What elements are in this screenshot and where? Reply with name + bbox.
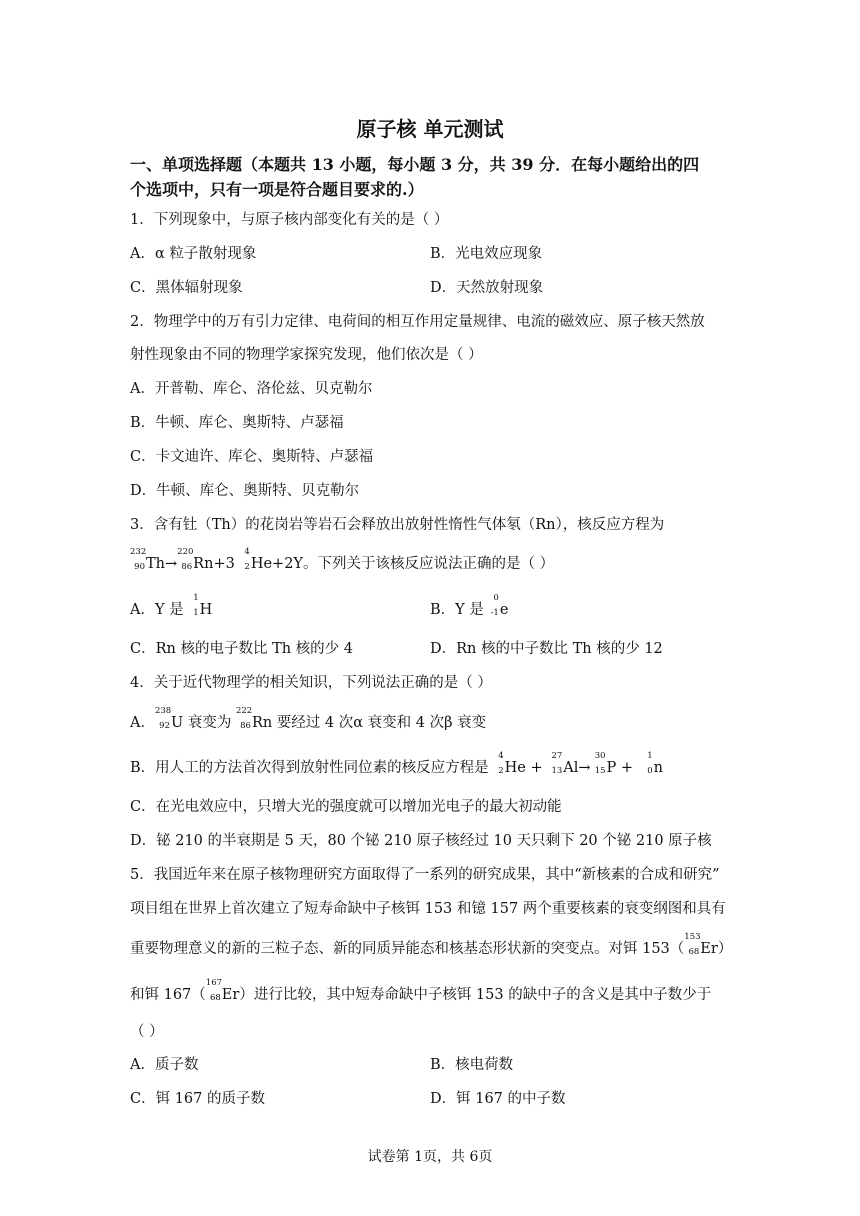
section-heading-line1: 一、单项选择题（本题共 13 小题，每小题 3 分，共 39 分．在每小题给出的四 — [130, 155, 700, 174]
q2-option-a: A．开普勒、库仑、洛伦兹、贝克勒尔 — [130, 381, 373, 397]
nuclide-electron: 0 -1 e — [490, 593, 509, 618]
q3-equation: 232 90 Th→ 220 86 Rn+3 4 2 He+2Y。下列关于该核反应说法正确的是（ ） — [130, 547, 555, 572]
q2-option-c: C．卡文迪许、库仑、奥斯特、卢瑟福 — [130, 449, 374, 465]
q1-option-c: C．黑体辐射现象 — [130, 280, 243, 296]
q3-option-b: B．Y 是 0 -1 e — [430, 593, 509, 618]
q2-option-d: D．牛顿、库仑、奥斯特、贝克勒尔 — [130, 483, 360, 499]
section-heading-line2: 个选项中，只有一项是符合题目要求的.） — [130, 180, 424, 199]
page-footer: 试卷第 1页，共 6页 — [367, 1149, 493, 1165]
page-title: 原子核 单元测试 — [356, 117, 504, 141]
q3-option-a: A．Y 是 1 1 H — [130, 593, 213, 618]
nuclide-er153: 153 68 Er — [684, 932, 718, 957]
q1-option-a: A．α 粒子散射现象 — [130, 246, 257, 262]
q5-option-b: B．核电荷数 — [430, 1057, 514, 1073]
nuclide-neutron: 1 0 n — [647, 751, 664, 776]
q4-option-b: B．用人工的方法首次得到放射性同位素的核反应方程是 4 2 He + 27 13 Al→ 30 15 P + 1 0 n — [130, 751, 664, 776]
q5-option-d: D．铒 167 的中子数 — [430, 1091, 566, 1107]
q1-option-d: D．天然放射现象 — [430, 280, 544, 296]
nuclide-th232: 232 90 Th — [130, 547, 166, 572]
q5-stem-line5: （ ） — [130, 1024, 164, 1040]
nuclide-h1: 1 1 H — [193, 593, 213, 618]
nuclide-u238: 238 92 U — [154, 706, 184, 731]
nuclide-er167: 167 68 Er — [205, 978, 240, 1003]
q5-stem-line3: 重要物理意义的新的三粒子态、新的同质异能态和核基态形状新的突变点。对铒 153（ 153 68 Er） — [130, 932, 733, 957]
q4-stem: 4．关于近代物理学的相关知识，下列说法正确的是（ ） — [130, 675, 492, 691]
q3-stem-line1: 3．含有钍（Th）的花岗岩等岩石会释放出放射性惰性气体氡（Rn），核反应方程为 — [130, 517, 665, 533]
nuclide-he4: 4 2 He — [244, 547, 273, 572]
q2-option-b: B．牛顿、库仑、奥斯特、卢瑟福 — [130, 415, 344, 431]
q1-option-b: B．光电效应现象 — [430, 246, 543, 262]
nuclide-rn220: 220 86 Rn — [177, 547, 214, 572]
q5-option-c: C．铒 167 的质子数 — [130, 1091, 265, 1107]
q5-stem-line2: 项目组在世界上首次建立了短寿命缺中子核铒 153 和镱 157 两个重要核素的衰变纲图和具有 — [130, 901, 726, 917]
q4-option-a: A． 238 92 U 衰变为 222 86 Rn 要经过 4 次α 衰变和 4 次β 衰变 — [130, 706, 487, 731]
q2-stem-line1: 2．物理学中的万有引力定律、电荷间的相互作用定量规律、电流的磁效应、原子核天然放 — [130, 314, 705, 330]
q4-option-c: C．在光电效应中，只增大光的强度就可以增加光电子的最大初动能 — [130, 799, 562, 815]
q3-option-d: D．Rn 核的中子数比 Th 核的少 12 — [430, 641, 663, 657]
q1-stem: 1．下列现象中，与原子核内部变化有关的是（ ） — [130, 212, 449, 228]
q3-option-c: C．Rn 核的电子数比 Th 核的少 4 — [130, 641, 354, 657]
q4-option-d: D．铋 210 的半衰期是 5 天，80 个铋 210 原子核经过 10 天只剩下 20 个铋 210 原子核 — [130, 833, 712, 849]
nuclide-he4: 4 2 He — [498, 751, 526, 776]
q2-stem-line2: 射性现象由不同的物理学家探究发现，他们依次是（ ） — [130, 347, 483, 363]
q5-option-a: A．质子数 — [130, 1057, 199, 1073]
nuclide-al27: 27 13 Al — [551, 751, 579, 776]
nuclide-rn222: 222 86 Rn — [235, 706, 273, 731]
nuclide-p30: 30 15 P — [594, 751, 617, 776]
q5-stem-line1: 5．我国近年来在原子核物理研究方面取得了一系列的研究成果，其中“新核素的合成和研究” — [130, 867, 720, 883]
q5-stem-line4: 和铒 167（ 167 68 Er）进行比较，其中短寿命缺中子核铒 153 的缺中子的含义是其中子数少于 — [130, 978, 712, 1003]
